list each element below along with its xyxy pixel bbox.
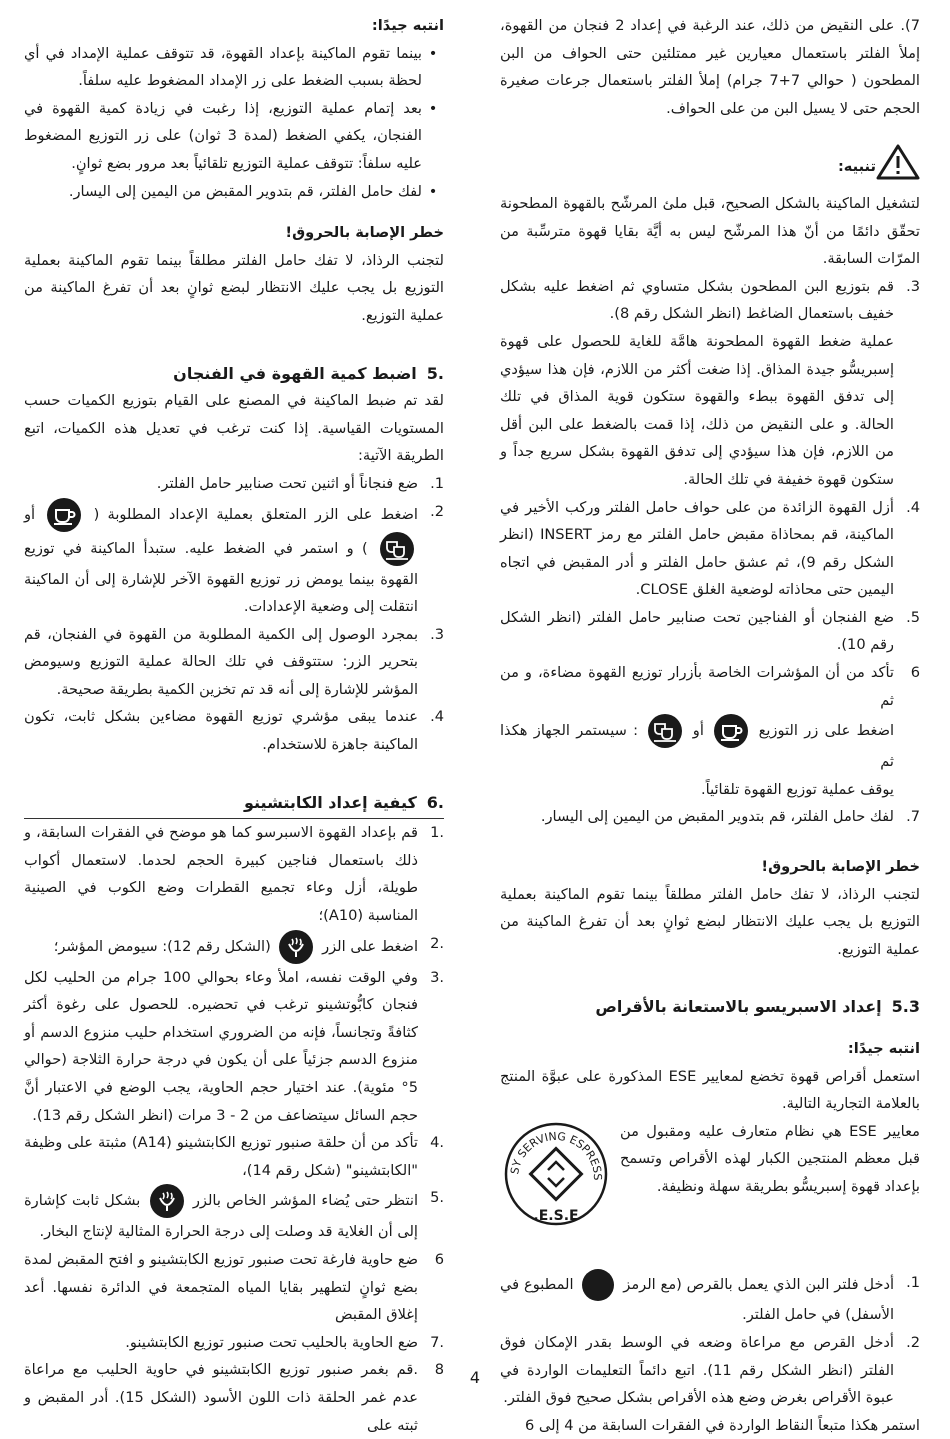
item-number: 2. — [430, 502, 444, 520]
caution-title: تنبيه: — [837, 158, 876, 176]
pod-symbol-icon — [582, 1269, 614, 1301]
item-text — [500, 659, 894, 803]
item-text: ضع الحاوية بالحليب تحت صنبور توزيع الكابتشينو. — [125, 1333, 418, 1351]
item-text: وفي الوقت نفسه، املأ وعاء بحوالي 100 جرام من الحليب لكل فنجان كابُّوتشينو ترغب في تحضيره. للحصول على رغوة أكثر كثافةً وتجانساً، فإنه من الضروري استخدام حليب منزوع الدسم أو منزوع الدسم جزئياً على أن يكون في درجة حرارة الثلاجة (حوالي 5° مئوية). عند اختيار حجم الحاوية، يجب الوضع في الاعتبار أنَّ حجم السائل سيتضاعف من 2 - 3 مرات (انظر الشكل رقم 13). — [24, 968, 418, 1124]
section-number: .6 — [426, 792, 444, 812]
bullet-text: لفك حامل الفلتر، قم بتدوير المقبض من اليمين إلى اليسار. — [68, 182, 422, 200]
item-text — [24, 930, 418, 964]
section-title: إعداد الاسبريسو بالاستعانة بالأقراص — [595, 997, 882, 1017]
continue-note: استمر هكذا متبعاً النقاط الواردة في الفقرات السابقة من 4 إلى 6 — [525, 1416, 920, 1434]
bullet-item — [24, 40, 444, 95]
one-cup-coffee-icon — [47, 498, 81, 532]
item-number: 8 — [434, 1361, 444, 1379]
item-text: قم بتوزيع البن المطحون بشكل متساوي ثم اضغط عليه بشكل خفيف باستعمال الضاغط (انظر الشكل رقم 8). — [500, 277, 894, 323]
item-text: ضع الفنجان أو الفناجين تحت صنابير حامل الفلتر (انظر الشكل رقم 10). — [500, 608, 894, 654]
item-text: لفك حامل الفلتر، قم بتدوير المقبض من اليمين إلى اليسار. — [540, 808, 894, 826]
warning-triangle-icon — [876, 144, 920, 190]
section-number: .5 — [426, 363, 444, 383]
item-text — [24, 498, 418, 621]
c2-text-a: اضغط على الزر — [322, 937, 418, 955]
item-number: 3. — [906, 277, 920, 295]
list-item — [500, 604, 920, 659]
item-text: أدخل القرص مع مراعاة وضعه في الوسط بقدر الإمكان فوق الفلتر (انظر الشكل رقم 11). اتبع دائماً التعليمات الواردة في عبوة الأقراص بغرض وضع هذه الأقراص بشكل صحيح فوق الفلتر. — [500, 1333, 895, 1407]
right-column — [500, 12, 920, 1439]
step6-line-b1: اضغط على زر التوزيع — [758, 722, 895, 740]
left-column — [24, 12, 444, 1439]
item-number: 4. — [430, 708, 444, 726]
item-number: .5 — [430, 1189, 444, 1207]
bullet-item — [24, 178, 444, 206]
bullet-mark: • — [428, 44, 438, 62]
note-text: استعمل أقراص قهوة تخضع لمعايير ESE المذكورة على عبوَّة المنتج بالعلامة التجارية التالية. — [500, 1067, 920, 1113]
item-number: .2 — [430, 934, 444, 952]
section-heading-5 — [24, 360, 444, 388]
list-item-c2 — [24, 930, 444, 964]
list-item-s2 — [24, 498, 444, 621]
section-heading-5-3 — [500, 993, 920, 1021]
c5-text-b: بشكل ثابت كإشارة إلى أن الغلاية قد وصلت إلى درجة الحرارة المثالية لإنتاج البخار. — [24, 1192, 418, 1241]
section-heading-6 — [24, 789, 444, 820]
item-number: 1. — [430, 474, 444, 492]
note-title: انتبه جيدًا: — [371, 17, 444, 34]
section-title: كيفية إعداد الكابتشينو — [243, 792, 417, 812]
s2-or: أو — [24, 505, 36, 523]
item-number: 2. — [906, 1333, 920, 1351]
list-item — [24, 1329, 444, 1357]
item-text: بمجرد الوصول إلى الكمية المطلوبة من القهوة في الفنجان، قم بتحرير الزر: ستتوقف في تلك الحالة عملية التوزيع وسيومض المؤشر للإشارة إلى أنه قد تم تخزين الكمية بطريقة صحيحة. — [24, 625, 418, 698]
item-number: 5. — [906, 608, 920, 626]
item-text: ضع حاوية فارغة تحت صنبور توزيع الكابتشينو و افتح المقبض لمدة بضع ثوانٍ لتطهير بقايا المياه المتجمعة في الدائرة نفسها. أعد إغلاق المقبض — [24, 1250, 418, 1324]
item-number: .3 — [430, 968, 444, 986]
list-item — [24, 819, 444, 929]
steam-icon — [150, 1184, 184, 1218]
item-number — [894, 328, 920, 494]
item-text: .قم بغمر صنبور توزيع الكابتشينو في حاوية الحليب مع مراعاة عدم غمر الحلقة ذات اللون الأسود (الشكل 15). أدر المقبض و ثبته على — [24, 1361, 418, 1434]
item-number: 3. — [430, 625, 444, 643]
item-text: أزل القهوة الزائدة من على حواف حامل الفلتر وركب الأخير في الماكينة، قم بمحاذاة مقبض حامل الفلتر مع رمز INSERT (انظر الشكل رقم 9)، ثم عشق حامل الفلتر و أدر المقبض في اتجاه اليمين حتى محاذاته لوضعية الغلق CLOSE. — [500, 498, 894, 599]
bullet-item — [24, 95, 444, 178]
list-item — [24, 621, 444, 704]
item-number: 4. — [906, 498, 920, 516]
paragraph-step7-continuation: 7). على النقيض من ذلك، عند الرغبة في إعداد 2 فنجان من القهوة، إملأ الفلتر باستعمال معيارين غير ممتلئين حتى الحواف من البن المطحون ( حوالي 7+7 جرام) إملأ الفلتر باستعمال جرعات صغيرة الحجم حتى لا يسيل البن من على الحواف. — [500, 17, 920, 117]
item-text: قم بإعداد القهوة الاسبرسو كما هو موضح في الفقرات السابقة، و ذلك باستعمال فناجين كبيرة الحجم لحدما. لاستعمال أكواب طويلة، أزل وعاء تجميع القطرات وضع الكوب في الصينية المناسبة (A10)؛ — [24, 824, 418, 925]
step6-line-a: تأكد من أن المؤشرات الخاصة بأزرار توزيع القهوة مضاءة، و من ثم — [500, 664, 894, 709]
burn-warning-text: لتجنب الرذاذ، لا تفك حامل الفلتر مطلقاً بينما تقوم الماكينة بعملية التوزيع بل يجب عليك الانتظار لبضع ثوانٍ بعد أن تفرغ الماكينة من عملية التوزيع. — [500, 885, 920, 958]
ese-block — [500, 1118, 920, 1240]
list-item — [500, 803, 920, 831]
c5-text-a: انتظر حتى يُضاء المؤشر الخاص بالزر — [192, 1192, 419, 1210]
list-item-c5 — [24, 1184, 444, 1246]
ese-logo-ring-text: SY SERVING ESPRESS — [508, 1129, 605, 1181]
pod1-text-b: المطبوع في الأسفل) في حامل الفلتر. — [500, 1276, 894, 1324]
caution-heading — [500, 144, 920, 190]
section-number: 5.3 — [891, 997, 920, 1017]
list-item-step6 — [500, 659, 920, 803]
item-number: .1 — [430, 824, 444, 842]
item-number: 6 — [434, 1250, 444, 1268]
item-text: ضع فنجاناً أو اثنين تحت صنابير حامل الفلتر. — [156, 474, 418, 492]
item-text — [500, 1269, 894, 1329]
list-item — [24, 1129, 444, 1184]
section-5-intro: لقد تم ضبط الماكينة في المصنع على القيام بتوزيع الكميات حسب المستويات القياسية. إذا كنت ترغب في تعديل هذه الكميات، اتبع الطريقة الآتية: — [24, 392, 444, 465]
item-text: عندما يبقى مؤشري توزيع القهوة مضاءين بشكل ثابت، تكون الماكينة جاهزة للاستخدام. — [24, 708, 418, 754]
s2-text-a: اضغط على الزر المتعلق بعملية الإعداد المطلوبة ( — [93, 505, 418, 523]
item-text — [24, 1184, 418, 1246]
steam-icon — [279, 930, 313, 964]
bullet-mark: • — [428, 99, 438, 117]
caution-text: لتشغيل الماكينة بالشكل الصحيح، قبل ملئ المرشّح بالقهوة المطحونة تحقّق دائمًا من أنّ هذا المرشّح ليس به أيَّة بقايا قهوة مترسِّبة من المرّات السابقة. — [500, 194, 920, 268]
burn-warning-title: خطر الإصابة بالحروق! — [285, 224, 444, 242]
item-number: 6 — [910, 664, 920, 682]
burn-warning-text: لتجنب الرذاذ، لا تفك حامل الفلتر مطلقاً بينما تقوم الماكينة بعملية التوزيع بل يجب عليك الانتظار لبضع ثوانٍ بعد أن تفرغ الماكينة من عملية التوزيع. — [24, 251, 444, 324]
ese-logo — [500, 1118, 612, 1240]
note-title: انتبه جيدًا: — [847, 1040, 920, 1057]
list-item — [500, 494, 920, 604]
one-cup-coffee-icon — [714, 714, 748, 748]
burn-warning-title: خطر الإصابة بالحروق! — [761, 858, 920, 876]
list-item — [24, 470, 444, 498]
list-item — [24, 1246, 444, 1329]
page-number: 4 — [469, 1368, 481, 1387]
list-item — [500, 328, 920, 494]
item-text: عملية ضغط القهوة المطحونة هامَّة للغاية للحصول على قهوة إسبريسُّو جيدة المذاق. إذا ضغت أكثر من اللازم، فإن هذا سيؤدي إلى تدفق القهوة ببطء والقهوة ستكون قوية المذاق في تلك الحالة. و على النقيض من ذلك، إذا قمت بالضغط على البن أقل من اللازم، فإن هذا سيؤدي إلى تدفق القهوة بشكل سريع جداً و ستكون قهوة خفيفة في تلك الحالة. — [500, 332, 894, 488]
list-item — [500, 273, 920, 328]
list-item-pod1 — [500, 1269, 920, 1329]
list-item — [24, 703, 444, 758]
step6-line-b2: : سيستمر الجهاز هكذا ثم — [500, 722, 894, 771]
pod1-text-a: أدخل فلتر البن الذي يعمل بالقرص (مع الرمز — [623, 1276, 895, 1294]
list-item — [24, 964, 444, 1130]
two-cups-coffee-icon — [380, 532, 414, 566]
item-number: .4 — [430, 1134, 444, 1152]
section-title: اضبط كمية القهوة في الفنجان — [173, 363, 417, 383]
step6-line-c: يوقف عملية توزيع القهوة تلقائياً. — [701, 780, 894, 798]
bullet-mark: • — [428, 182, 438, 200]
c2-text-b: (الشكل رقم 12): سيومض المؤشر؛ — [53, 937, 271, 955]
s2-text-b: ) و استمر في الضغط عليه. ستبدأ الماكينة في توزيع القهوة بينما يومض زر توزيع القهوة الآخر للإشارة إلى أن الماكينة انتقلت إلى وضعية الإعدادات. — [24, 539, 418, 616]
ese-logo-label: E.S.E. — [533, 1207, 579, 1224]
item-text: تأكد من أن حلقة صنبور توزيع الكابتشينو (A14) مثبتة على وظيفة "الكابتشينو" (شكل رقم 14)، — [24, 1134, 418, 1179]
ese-description: معايير ESE هي نظام متعارف عليه ومقبول من قبل معظم المنتجين الكبار لهذه الأقراص وتسمح بإعداد قهوة إسبريسُّو بطريقة سهلة ونظيفة. — [620, 1122, 920, 1195]
bullet-text: بينما تقوم الماكينة بإعداد القهوة، قد تتوقف عملية الإمداد في أي لحظة بسبب الضغط على زر الإمداد المضغوط عليه سلفاً. — [24, 44, 422, 90]
bullet-text: بعد إتمام عملية التوزيع، إذا رغبت في زيادة كمية القهوة في الفنجان، يكفي الضغط (لمدة 3 ثوان) على زر التوزيع المضغوط عليه سلفاً: تتوقف عملية التوزيع تلقائياً بعد مرور بضع ثوانٍ. — [24, 99, 422, 172]
step6-or: أو — [692, 722, 704, 740]
two-cups-coffee-icon — [648, 714, 682, 748]
svg-text:EASY SERVING ESPRESSO — [500, 1118, 604, 1181]
item-number: .7 — [430, 1333, 444, 1351]
item-number: 1. — [906, 1274, 920, 1292]
item-number: 7. — [906, 808, 920, 826]
